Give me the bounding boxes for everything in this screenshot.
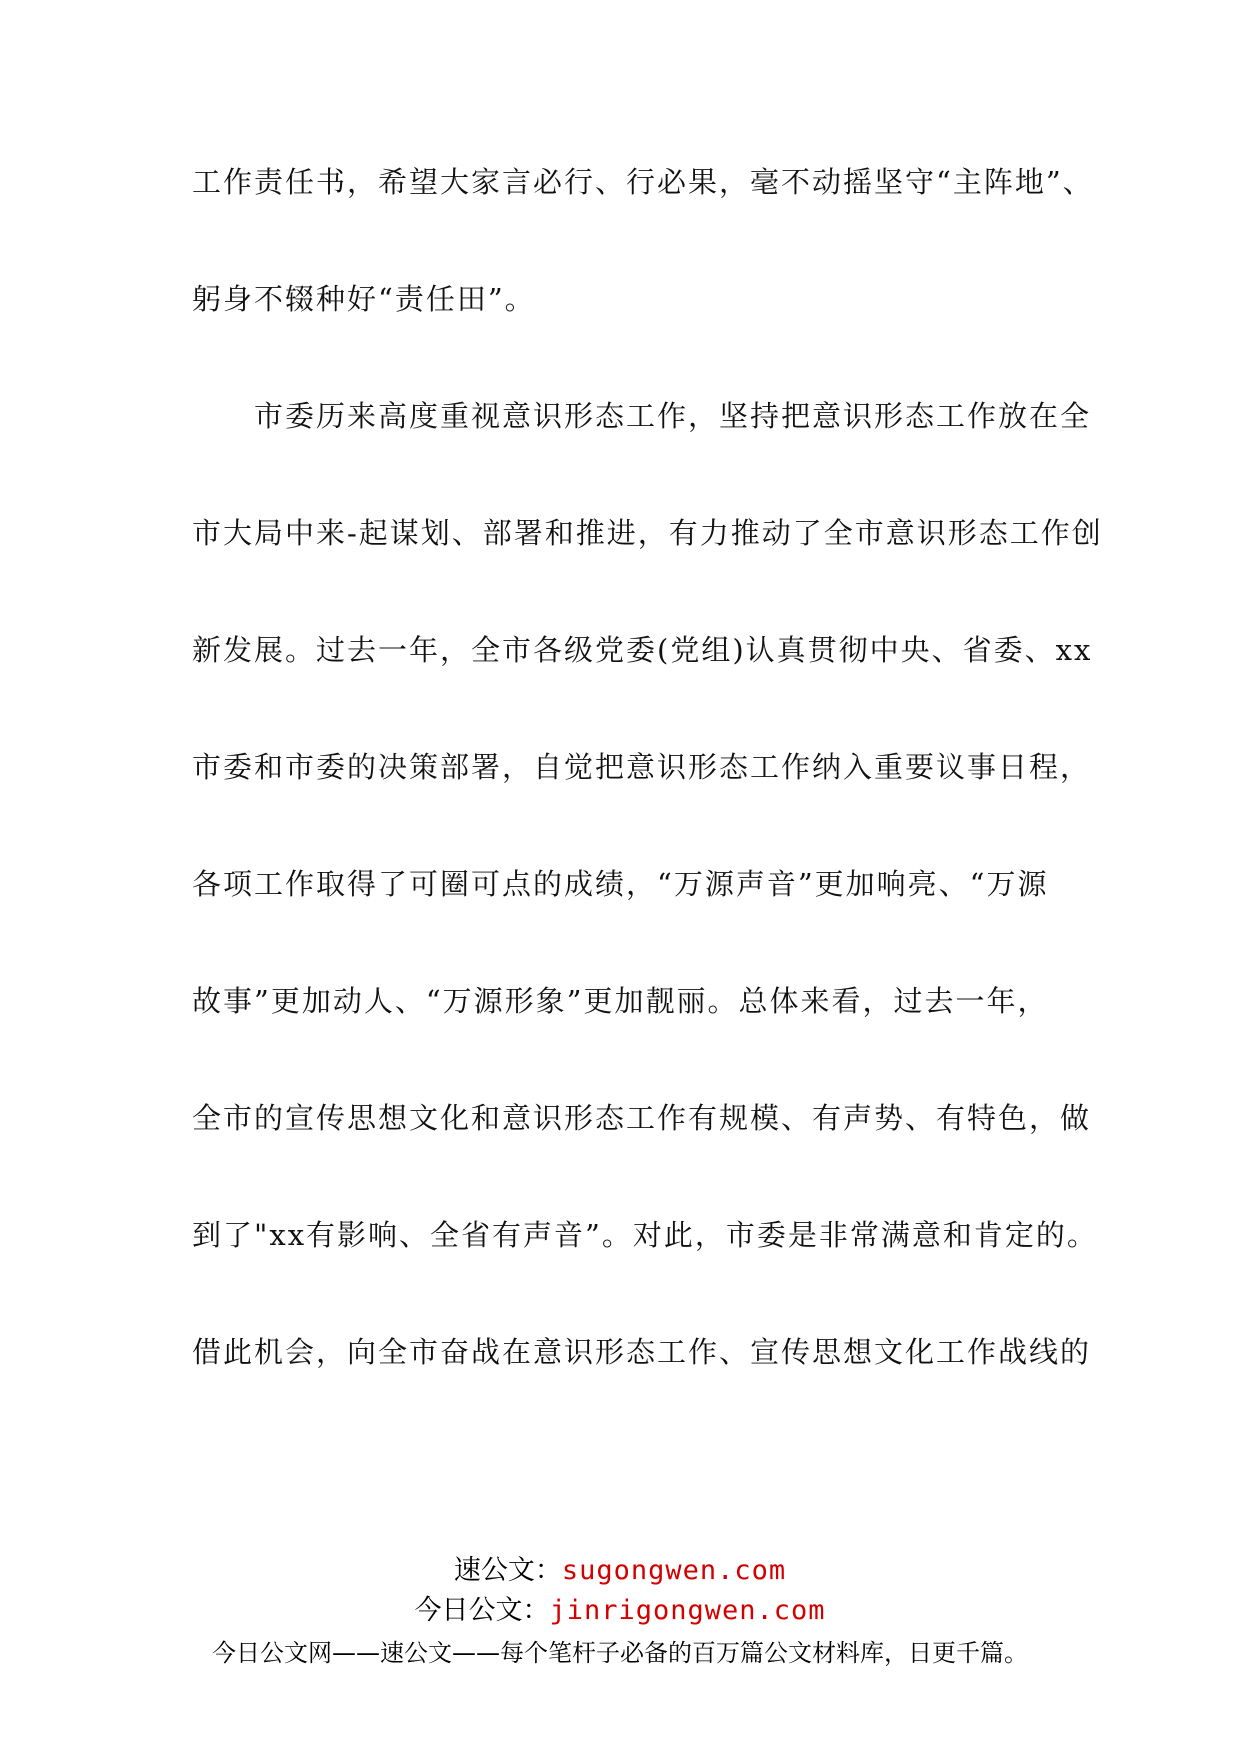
- paragraph-line: 市委历来高度重视意识形态工作，坚持把意识形态工作放在全: [192, 399, 1092, 433]
- footer-line-sugongwen: [0, 1553, 1240, 1589]
- paragraph-line: 躬身不辍种好“责任田”。: [192, 282, 536, 316]
- footer-link-jinrigongwen[interactable]: jinrigongwen.com: [549, 1595, 826, 1626]
- footer-line-jinrigongwen: [0, 1593, 1240, 1629]
- paragraph-line: 故事”更加动人、“万源形象”更加靓丽。总体来看，过去一年，: [192, 984, 1049, 1018]
- paragraph-line: 到了"xx有影响、全省有声音”。对此，市委是非常满意和肯定的。: [192, 1218, 1098, 1252]
- footer-link-sugongwen[interactable]: sugongwen.com: [561, 1555, 787, 1586]
- paragraph-line: 市委和市委的决策部署，自觉把意识形态工作纳入重要议事日程，: [192, 750, 1092, 784]
- footer-label-sugongwen: 速公文：: [453, 1555, 562, 1586]
- paragraph-line: 各项工作取得了可圈可点的成绩，“万源声音”更加响亮、“万源: [192, 867, 1049, 901]
- paragraph-line: 工作责任书，希望大家言必行、行必果，毫不动摇坚守“主阵地”、: [192, 165, 1094, 199]
- footer-label-jinrigongwen: 今日公文：: [414, 1595, 550, 1626]
- footer-tagline: 今日公文网——速公文——每个笔杆子必备的百万篇公文材料库，日更千篇。: [212, 1639, 1028, 1667]
- paragraph-line: 全市的宣传思想文化和意识形态工作有规模、有声势、有特色，做: [192, 1101, 1092, 1135]
- paragraph-line: 借此机会，向全市奋战在意识形态工作、宣传思想文化工作战线的: [192, 1335, 1092, 1369]
- paragraph-line: 市大局中来-起谋划、部署和推进，有力推动了全市意识形态工作创: [192, 516, 1103, 550]
- paragraph-line: 新发展。过去一年，全市各级党委(党组)认真贯彻中央、省委、xx: [192, 633, 1093, 667]
